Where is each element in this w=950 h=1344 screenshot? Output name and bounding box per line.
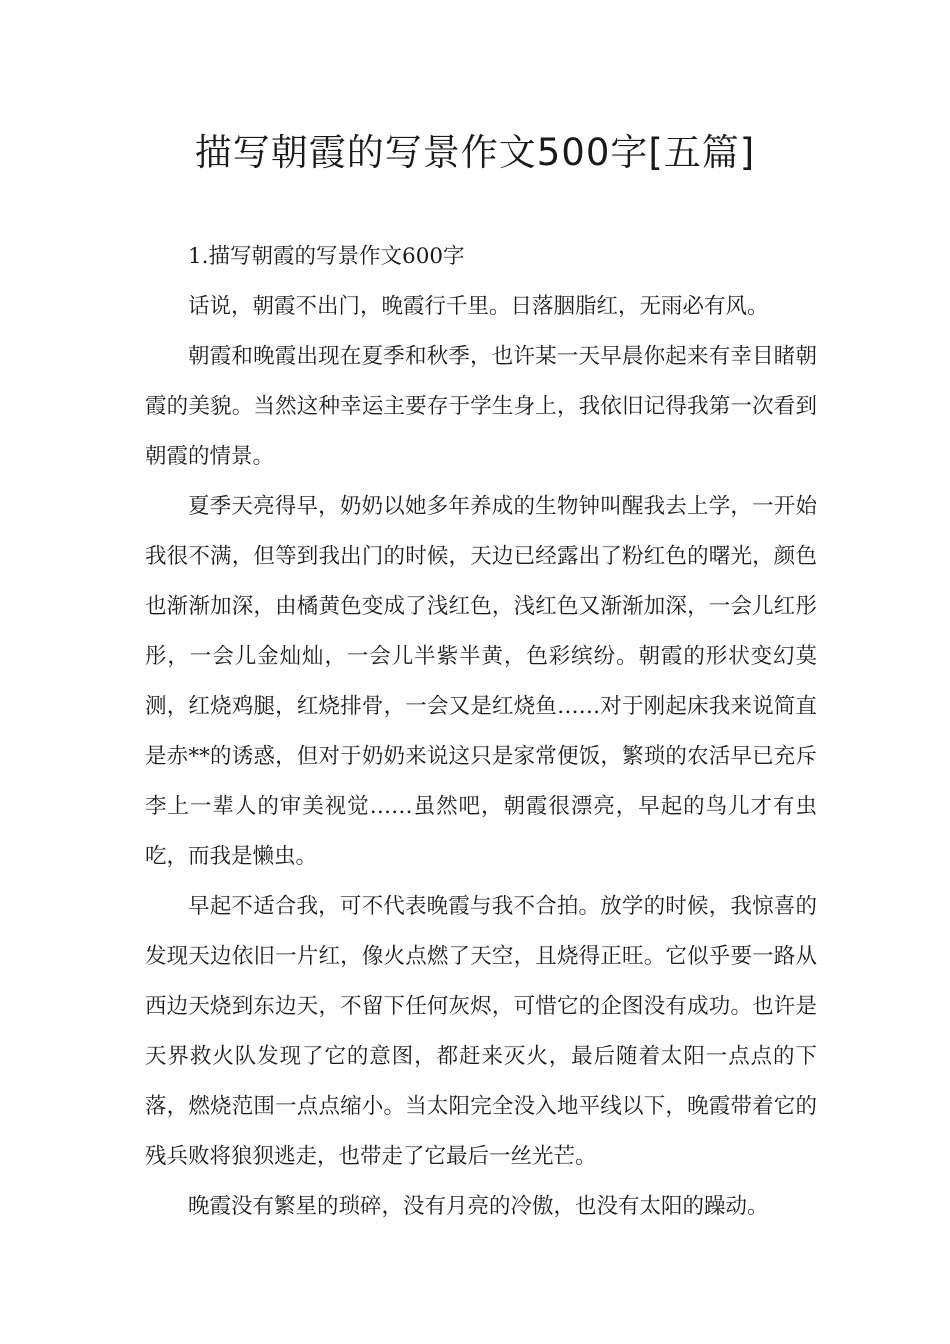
document-title: 描写朝霞的写景作文500字[五篇] — [194, 131, 756, 174]
document-body — [145, 232, 817, 1232]
paragraph: 早起不适合我，可不代表晚霞与我不合拍。放学的时候，我惊喜的发现天边依旧一片红，像火点燃了天空，且烧得正旺。它似乎要一路从西边天烧到东边天，不留下任何灰烬，可惜它的企图没有成功。也许是天界救火队发现了它的意图，都赶来灭火，最后随着太阳一点点的下落，燃烧范围一点点缩小。当太阳完全没入地平线以下，晚霞带着它的残兵败将狼狈逃走，也带走了它最后一丝光芒。 — [145, 894, 817, 1169]
paragraph: 话说，朝霞不出门，晚霞行千里。日落胭脂红，无雨必有风。 — [188, 294, 769, 319]
section-heading: 1.描写朝霞的写景作文600字 — [188, 244, 465, 269]
paragraph: 朝霞和晚霞出现在夏季和秋季，也许某一天早晨你起来有幸目睹朝霞的美貌。当然这种幸运主要存于学生身上，我依旧记得我第一次看到朝霞的情景。 — [145, 344, 817, 469]
paragraph: 夏季天亮得早，奶奶以她多年养成的生物钟叫醒我去上学，一开始我很不满，但等到我出门的时候，天边已经露出了粉红色的曙光，颜色也渐渐加深，由橘黄色变成了浅红色，浅红色又渐渐加深，一会儿红彤彤，一会儿金灿灿，一会儿半紫半黄，色彩缤纷。朝霞的形状变幻莫测，红烧鸡腿，红烧排骨，一会又是红烧鱼……对于刚起床我来说简直是赤**的诱惑，但对于奶奶来说这只是家常便饭，繁琐的农活早已充斥李上一辈人的审美视觉……虽然吧，朝霞很漂亮，早起的鸟儿才有虫吃，而我是懒虫。 — [145, 494, 817, 869]
paragraph: 晚霞没有繁星的琐碎，没有月亮的冷傲，也没有太阳的躁动。 — [188, 1194, 769, 1219]
